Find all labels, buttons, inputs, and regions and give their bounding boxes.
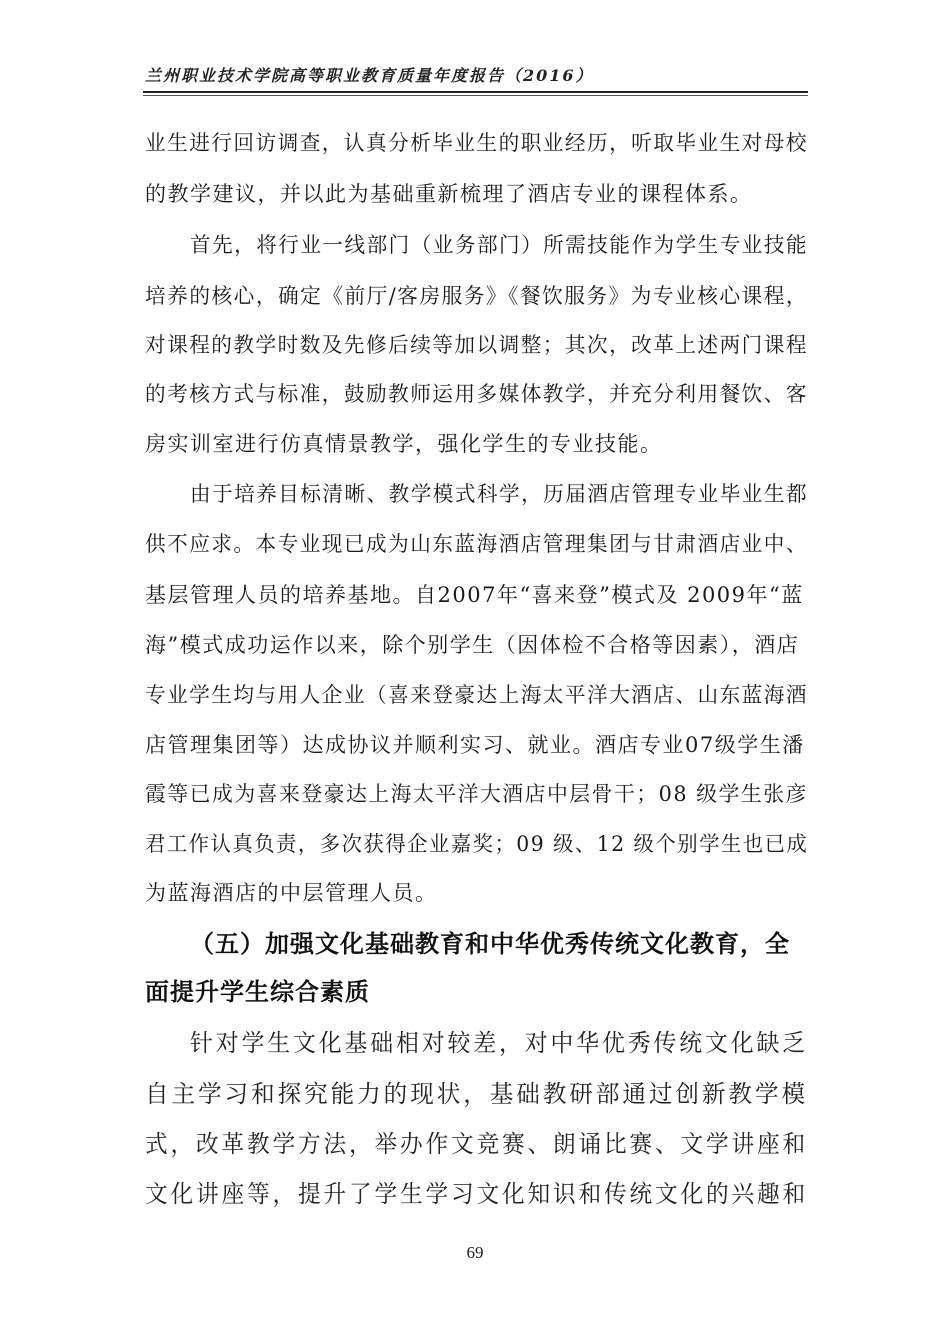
section-body-line: 式，改革教学方法，举办作文竞赛、朗诵比赛、文学讲座和 [145,1130,808,1158]
paragraph-line: 的考核方式与标准，鼓励教师运用多媒体教学，并充分利用餐饮、客 [145,382,808,406]
header-divider-thin [143,95,808,96]
paragraph-line: 供不应求。本专业现已成为山东蓝海酒店管理集团与甘肃酒店业中、 [145,532,808,556]
page-number: 69 [466,1243,484,1262]
section-heading-line-2: 面提升学生综合素质 [145,978,370,1006]
paragraph-line: 培养的核心，确定《前厅/客房服务》《餐饮服务》为专业核心课程， [145,284,809,308]
paragraph-line: 由于培养目标清晰、教学模式科学，历届酒店管理专业毕业生都 [190,482,809,506]
report-header-title: 兰州职业技术学院高等职业教育质量年度报告（2016） [145,66,594,85]
section-body-line: 自主学习和探究能力的现状，基础教研部通过创新教学模 [145,1080,808,1108]
paragraph-line: 店管理集团等）达成协议并顺利实习、就业。酒店专业07级学生潘 [145,733,805,757]
paragraph-line: 君工作认真负责，多次获得企业嘉奖；09 级、12 级个别学生也已成 [145,832,809,856]
paragraph-line: 业生进行回访调查，认真分析毕业生的职业经历，听取毕业生对母校 [145,131,808,155]
paragraph-line: 基层管理人员的培养基地。自2007年“喜来登”模式及 2009年“蓝 [145,583,804,607]
section-body-line: 文化讲座等，提升了学生学习文化知识和传统文化的兴趣和 [145,1180,808,1208]
paragraph-line: 海”模式成功运作以来，除个别学生（因体检不合格等因素），酒店 [145,633,800,657]
paragraph-line: 的教学建议，并以此为基础重新梳理了酒店专业的课程体系。 [145,182,753,206]
header-divider-thick [143,91,808,93]
paragraph-line: 首先，将行业一线部门（业务部门）所需技能作为学生专业技能 [190,233,809,257]
paragraph-line: 为蓝海酒店的中层管理人员。 [145,881,438,905]
paragraph-line: 专业学生均与用人企业（喜来登豪达上海太平洋大酒店、山东蓝海酒 [145,683,808,707]
paragraph-line: 房实训室进行仿真情景教学，强化学生的专业技能。 [145,432,663,456]
section-heading-line-1: （五）加强文化基础教育和中华优秀传统文化教育，全 [190,930,790,958]
section-body-line: 针对学生文化基础相对较差，对中华优秀传统文化缺乏 [190,1029,808,1057]
paragraph-line: 对课程的教学时数及先修后续等加以调整；其次，改革上述两门课程 [145,333,808,357]
paragraph-line: 霞等已成为喜来登豪达上海太平洋大酒店中层骨干；08 级学生张彦 [145,782,808,806]
